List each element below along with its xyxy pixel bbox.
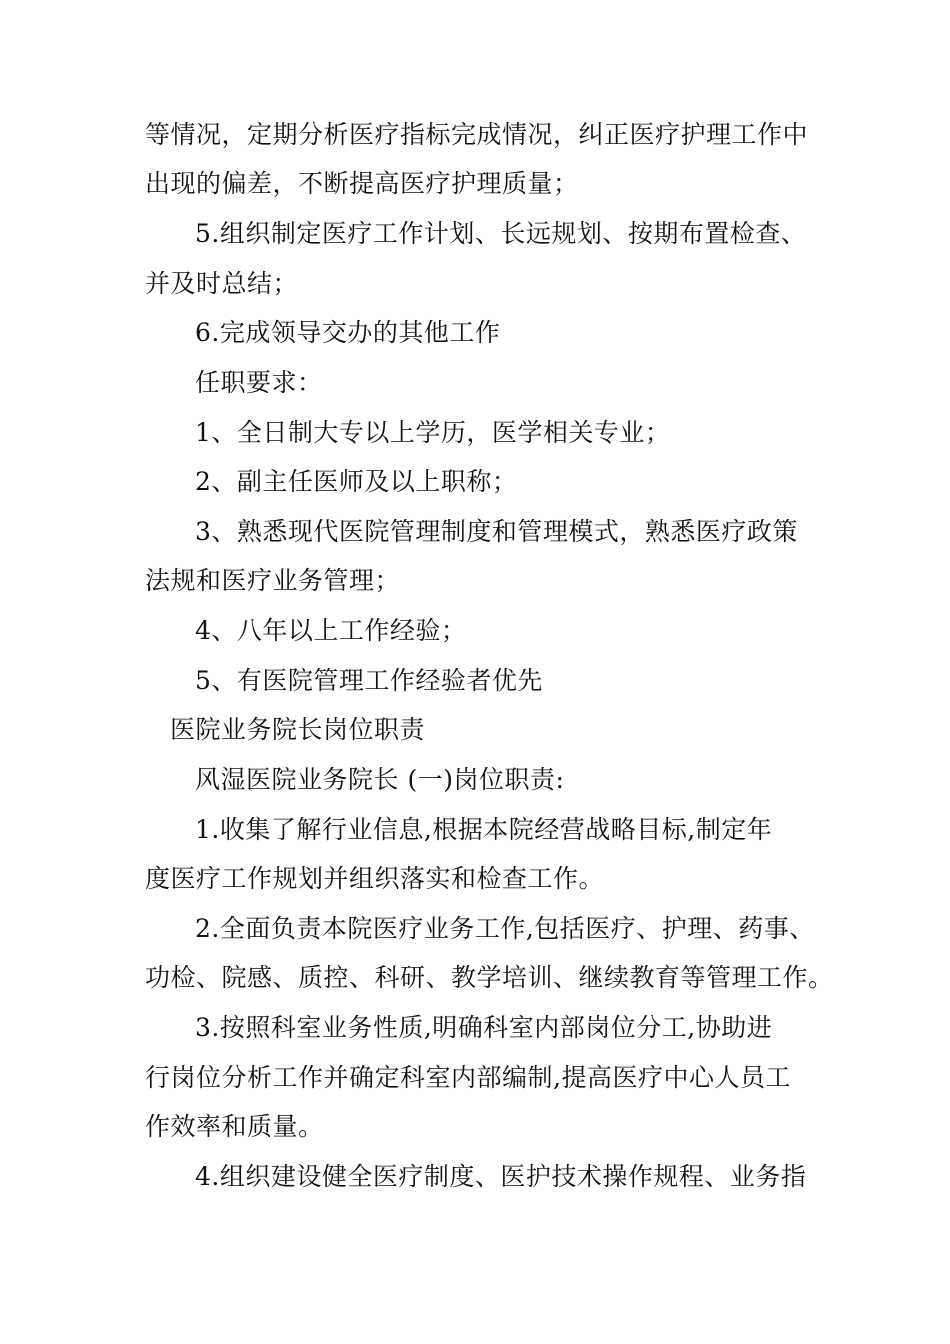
section-heading: 医院业务院长岗位职责 — [170, 715, 426, 744]
text-line: 3、熟悉现代医院管理制度和管理模式，熟悉医疗政策 — [195, 517, 798, 546]
text-line: 度医疗工作规划并组织落实和检查工作。 — [145, 864, 605, 893]
text-line: 2.全面负责本院医疗业务工作,包括医疗、护理、药事、 — [195, 914, 815, 943]
text-line: 等情况，定期分析医疗指标完成情况，纠正医疗护理工作中 — [145, 120, 809, 149]
text-line: 并及时总结； — [145, 269, 299, 298]
text-line: 5.组织制定医疗工作计划、长远规划、按期布置检查、 — [195, 219, 807, 248]
text-line: 出现的偏差，不断提高医疗护理质量； — [145, 169, 579, 198]
text-line: 1、全日制大专以上学历，医学相关专业； — [195, 418, 671, 447]
text-line: 4、八年以上工作经验； — [195, 616, 467, 645]
text-line: 3.按照科室业务性质,明确科室内部岗位分工,协助进 — [195, 1013, 773, 1042]
text-line: 功检、院感、质控、科研、教学培训、继续教育等管理工作。 — [145, 963, 834, 992]
text-line: 4.组织建设健全医疗制度、医护技术操作规程、业务指 — [195, 1162, 807, 1191]
text-line: 1.收集了解行业信息,根据本院经营战略目标,制定年 — [195, 815, 773, 844]
text-line: 5、有医院管理工作经验者优先 — [195, 666, 543, 695]
text-line: 6.完成领导交办的其他工作 — [195, 318, 501, 347]
text-line: 作效率和质量。 — [145, 1112, 324, 1141]
text-line: 行岗位分析工作并确定科室内部编制,提高医疗中心人员工 — [145, 1063, 791, 1092]
text-line: 2、副主任医师及以上职称； — [195, 467, 518, 496]
text-line: 任职要求： — [195, 368, 323, 397]
text-line: 风湿医院业务院长 (一)岗位职责: — [195, 765, 565, 794]
text-line: 法规和医疗业务管理； — [145, 566, 401, 595]
